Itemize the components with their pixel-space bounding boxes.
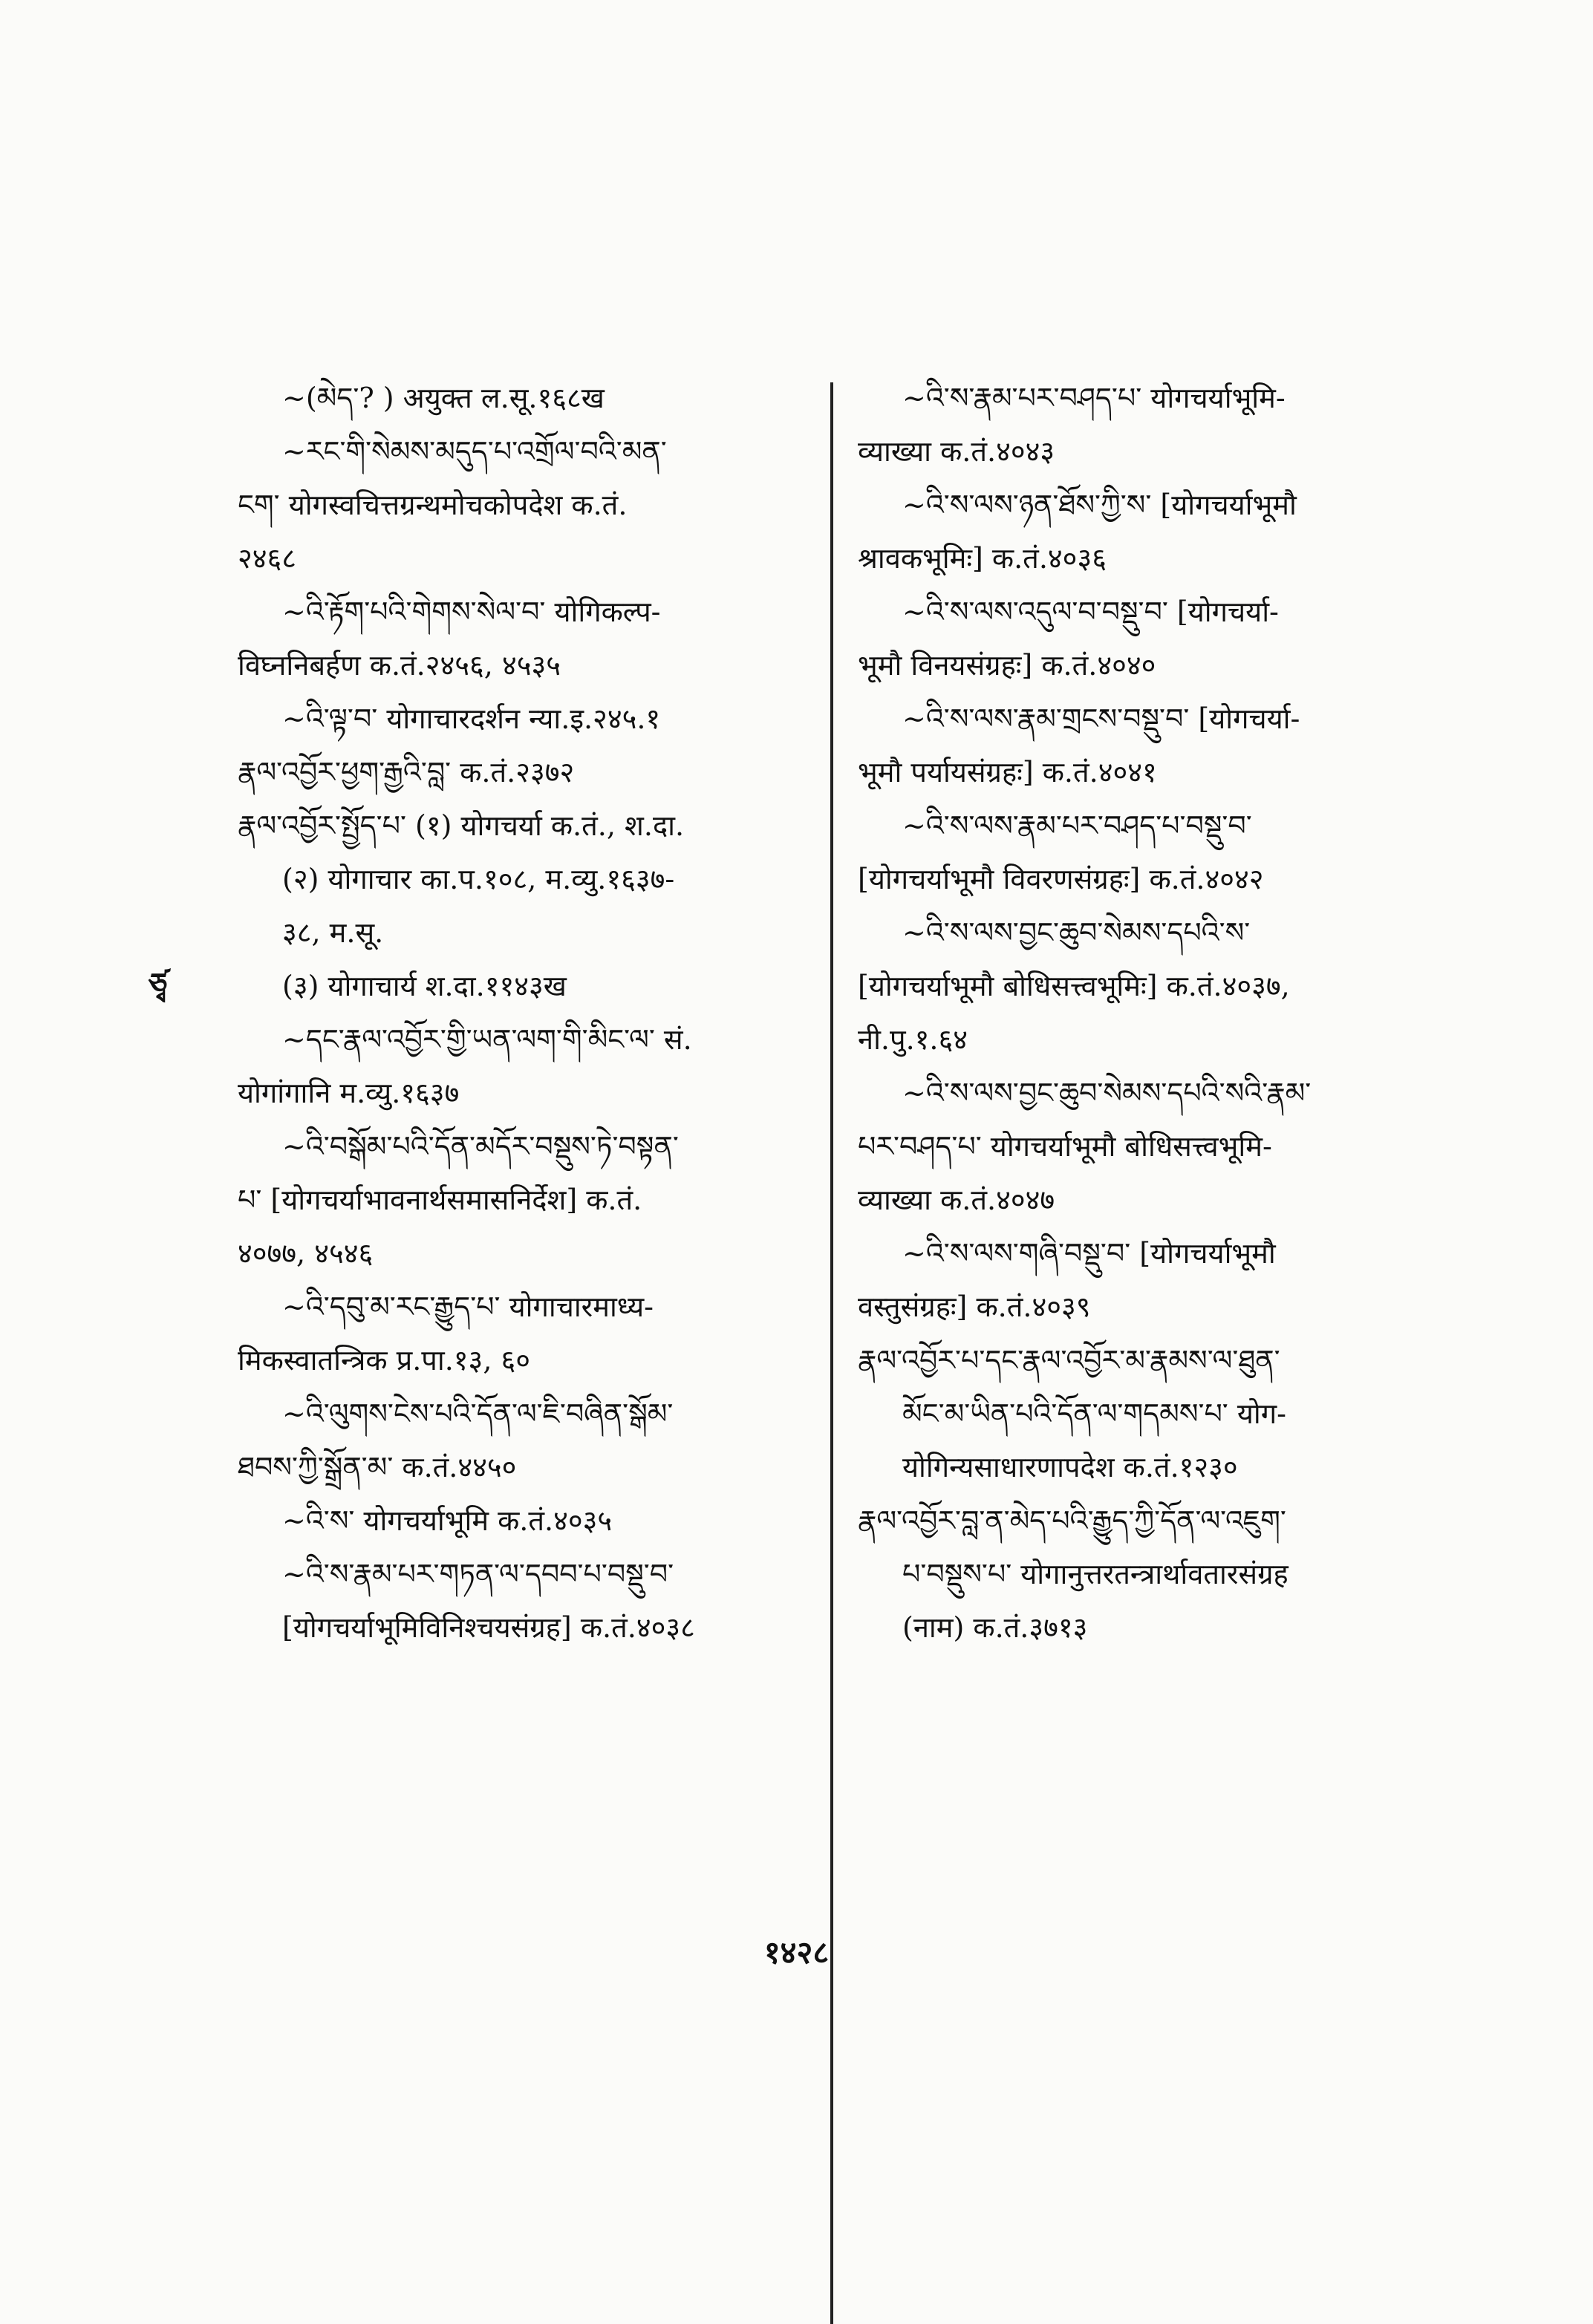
entry-line: ངག་ योगस्वचित्तग्रन्थमोचकोपदेश क.तं.	[238, 489, 628, 521]
entry-line: ~འི་ས་ योगचर्याभूमि क.तं.४०३५	[282, 1504, 613, 1537]
entry-line: ~འི་ས་ལས་བྱང་ཆུབ་སེམས་དཔའི་སའི་རྣམ་	[902, 1077, 1312, 1109]
entry-line: श्रावकभूमिः] क.तं.४०३६	[858, 542, 1107, 575]
entry-line: ཐབས་ཀྱི་སྒྲོན་མ་ क.तं.४४५०	[238, 1451, 517, 1483]
entry-line: ~འི་ས་ལས་འདུལ་བ་བསྡུ་བ་ [योगचर्या-	[902, 595, 1279, 628]
entry-line: योगांगानि म.व्यु.१६३७	[238, 1077, 460, 1109]
entry-line: (२) योगाचार का.प.१०८, म.व्यु.१६३७-	[282, 863, 675, 895]
entry-line: भूमौ विनयसंग्रहः] क.तं.४०४०	[858, 649, 1156, 682]
entry-line: རྣལ་འབྱོར་བླ་ན་མེད་པའི་རྒྱུད་ཀྱི་དོན་ལ་འཇུག་	[858, 1504, 1286, 1537]
entry-line: [योगचर्याभूमौ विवरणसंग्रहः] क.तं.४०४२	[858, 863, 1264, 895]
left-column	[238, 371, 809, 1654]
entry-line: [योगचर्याभूमौ बोधिसत्त्वभूमिः] क.तं.४०३७,	[858, 970, 1290, 1002]
entry-line: व्याख्या क.तं.४०४७	[858, 1184, 1055, 1216]
entry-line: མོང་མ་ཡིན་པའི་དོན་ལ་གདམས་པ་ योग-	[902, 1397, 1286, 1430]
entry-line: २४६८	[238, 542, 297, 575]
entry-line: ~འི་ས་ལས་རྣམ་གྲངས་བསྡུ་བ་ [योगचर्या-	[902, 702, 1300, 735]
entry-line: ~འི་ས་རྣམ་པར་བཤད་པ་ योगचर्याभूमि-	[902, 382, 1286, 414]
entry-line: व्याख्या क.तं.४०४३	[858, 435, 1055, 468]
column-divider	[830, 382, 833, 2324]
entry-line: ~འི་ས་ལས་བྱང་ཆུབ་སེམས་དཔའི་ས་	[902, 916, 1251, 949]
entry-line: ~འི་དབུ་མ་རང་རྒྱུད་པ་ योगाचारमाध्य-	[282, 1290, 654, 1323]
entry-line: ~རང་གི་སེམས་མདུད་པ་འགྲོལ་བའི་མན་	[282, 435, 667, 468]
entry-line: ~དང་རྣལ་འབྱོར་གྱི་ཡན་ལག་གི་མིང་ལ་ सं.	[282, 1023, 692, 1056]
entry-line: (नाम) क.तं.३७१३	[902, 1611, 1088, 1644]
entry-line: ~འི་ས་ལས་གཞི་བསྡུ་བ་ [योगचर्याभूमौ	[902, 1237, 1276, 1270]
entry-line: རྣལ་འབྱོར་སྤྱོད་པ་ (१) योगचर्या क.तं., श.दा.	[238, 809, 685, 842]
right-column	[858, 371, 1430, 1654]
entry-line: (३) योगाचार्य श.दा.११४३ख	[282, 970, 567, 1002]
entry-line: ~འི་ལུགས་ངེས་པའི་དོན་ལ་ཇི་བཞིན་སྒོམ་	[282, 1397, 674, 1430]
page-number: १४२८	[763, 1934, 830, 1971]
entry-line: རྣལ་འབྱོར་ཕྱག་རྒྱའི་བླ་ क.तं.२३७२	[238, 756, 575, 789]
entry-line: ~འི་ས་རྣམ་པར་གཏན་ལ་དབབ་པ་བསྡུ་བ་	[282, 1558, 674, 1590]
entry-line: ~འི་བསྒོམ་པའི་དོན་མདོར་བསྡུས་ཏེ་བསྟན་	[282, 1130, 679, 1163]
entry-line: ~(མེད་? ) अयुक्त ल.सू.१६८ख	[282, 382, 605, 414]
entry-line: [योगचर्याभूमिविनिश्चयसंग्रह] क.तं.४०३८	[282, 1611, 695, 1644]
entry-line: ४०७७, ४५४६	[238, 1237, 374, 1270]
entry-line: ~འི་རྟོག་པའི་གེགས་སེལ་བ་ योगिकल्प-	[282, 595, 661, 628]
entry-line: मिकस्वातन्त्रिक प्र.पा.१३, ६०	[238, 1344, 530, 1377]
entry-line: नी.पु.१.६४	[858, 1023, 968, 1056]
entry-line: པར་བཤད་པ་ योगचर्याभूमौ बोधिसत्त्वभूमि-	[858, 1130, 1272, 1163]
entry-line: विघ्ननिबर्हण क.तं.२४५६, ४५३५	[238, 649, 561, 682]
entry-line: वस्तुसंग्रहः] क.तं.४०३९	[858, 1290, 1091, 1323]
entry-line: རྣལ་འབྱོར་པ་དང་རྣལ་འབྱོར་མ་རྣམས་ལ་ཐུན་	[858, 1344, 1280, 1377]
margin-mark: ཙྭ	[149, 967, 165, 1002]
entry-line: ~འི་ས་ལས་ཉན་ཐོས་ཀྱི་ས་ [योगचर्याभूमौ	[902, 489, 1297, 521]
entry-line: भूमौ पर्यायसंग्रहः] क.तं.४०४१	[858, 756, 1157, 789]
entry-line: योगिन्यसाधारणापदेश क.तं.१२३०	[902, 1451, 1238, 1483]
entry-line: པ་བསྡུས་པ་ योगानुत्तरतन्त्रार्थावतारसंग्रह	[902, 1558, 1289, 1590]
entry-line: ~འི་ལྟ་བ་ योगाचारदर्शन न्या.इ.२४५.१	[282, 702, 661, 735]
entry-line: པ་ [योगचर्याभावनार्थसमासनिर्देश] क.तं.	[238, 1184, 642, 1216]
entry-line: ३८, म.सू.	[282, 916, 384, 949]
entry-line: ~འི་ས་ལས་རྣམ་པར་བཤད་པ་བསྡུ་བ་	[902, 809, 1252, 842]
